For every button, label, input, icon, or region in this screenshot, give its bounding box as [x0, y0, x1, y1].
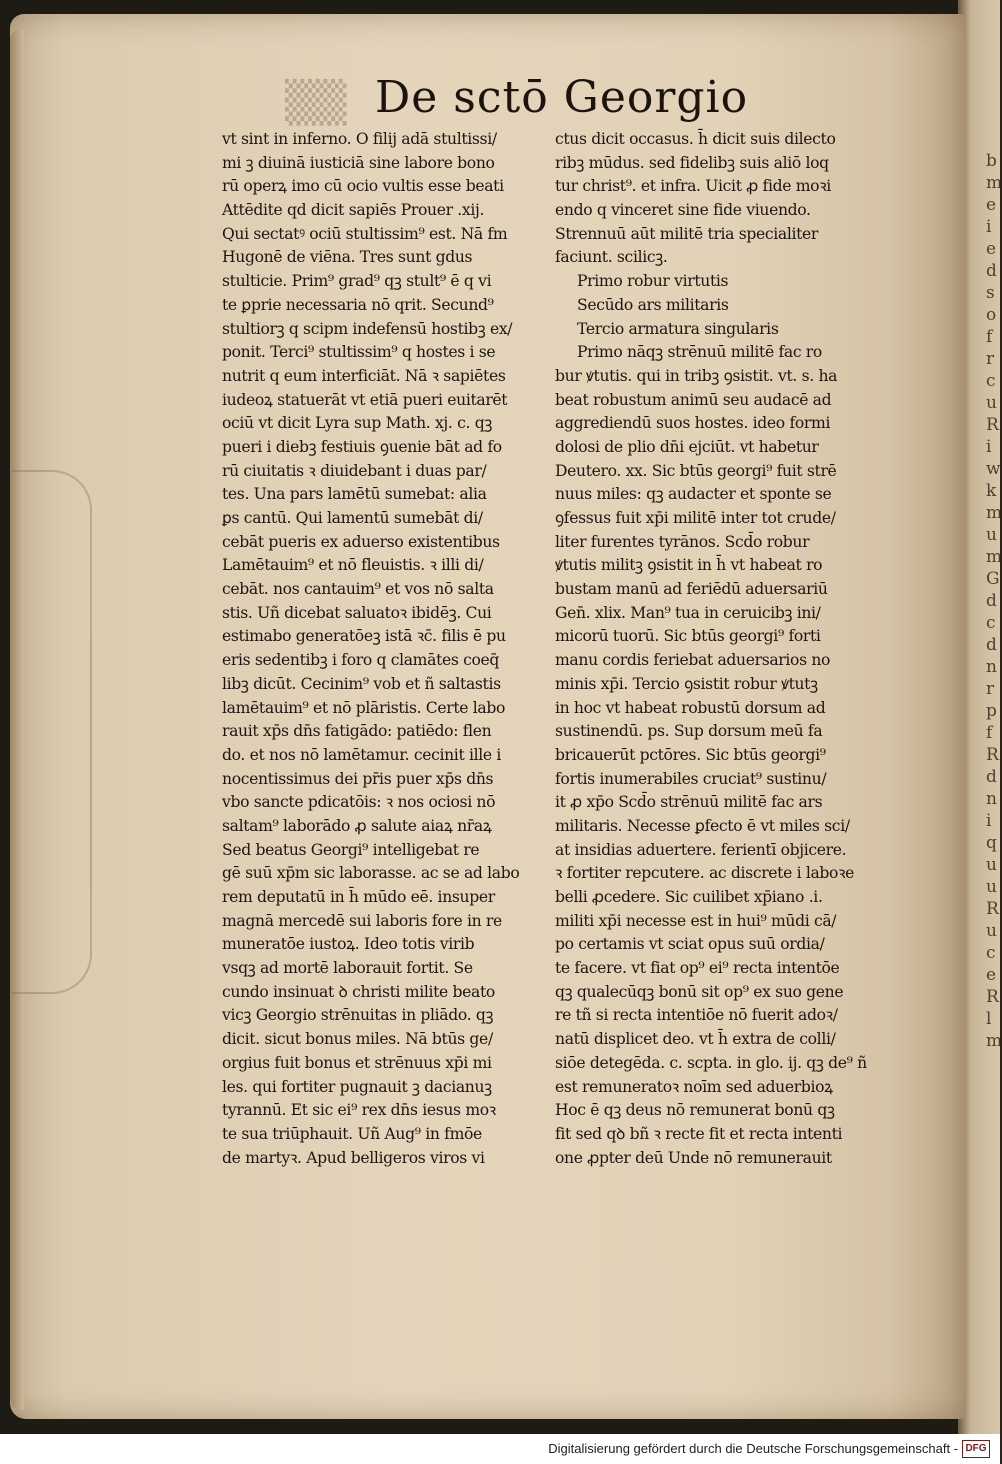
text-line: dicit. sicut bonus miles. Nā btūs ge/ — [222, 1030, 493, 1049]
text-line: faciunt. scilicꝫ. — [555, 248, 668, 267]
text-line: Attēdite qd dicit sapiēs Prouer .xij. — [222, 201, 485, 220]
text-line: ribꝫ mūdus. sed fidelibꝫ suis aliō loq — [555, 153, 829, 172]
text-line: Hoc ē qꝫ deus nō remunerat bonū qꝫ — [555, 1101, 835, 1120]
text-line: re tñ si recta intentiōe nō fuerit adoꝛ/ — [555, 1006, 838, 1025]
text-line: aggrediendū suos hostes. ideo formi — [555, 414, 831, 433]
text-line: tes. Una pars lamētū sumebat: alia — [222, 485, 487, 504]
text-line: tyrannū. Et sic ei⁹ rex dn̄s iesus moꝛ — [222, 1101, 496, 1120]
text-line: rauit xp̄s dn̄s fatigādo: patiēdo: flen — [222, 722, 492, 741]
text-line: ponit. Terci⁹ stultissim⁹ q hostes i se — [222, 343, 496, 362]
page-header: De sctō Georgio — [375, 72, 749, 123]
text-line: siōe detegēda. c. scpta. in glo. ij. qꝫ de⁹ ñ — [555, 1053, 867, 1072]
text-line: fortis inumerabiles cruciat⁹ sustinu/ — [555, 769, 827, 788]
text-line: endo q vinceret sine fide viuendo. — [555, 201, 811, 220]
text-line: te sua triūphauit. Uñ Aug⁹ in fmōe — [222, 1124, 482, 1143]
text-line: bustam manū ad feriēdū aduersariū — [555, 580, 828, 599]
text-line: eris sedentibꝫ i foro q clamātes coeq̄ — [222, 651, 500, 670]
text-line: belli ꝓcedere. Sic cuilibet xp̄iano .i. — [555, 888, 823, 906]
text-line: natū displicet deo. vt h̄ extra de colli/ — [555, 1030, 836, 1049]
text-line: Primo robur virtutis — [577, 272, 729, 291]
text-line: vsqꝫ ad mortē laborauit fortit. Se — [222, 959, 473, 978]
text-line: vt sint in inferno. O filij adā stultissi/ — [222, 130, 497, 148]
text-line: bricauerūt pctōres. Sic btūs georgi⁹ — [555, 745, 826, 764]
text-line: muneratōe iustoꝝ. Ideo totis virib — [222, 935, 475, 954]
text-line: Lamētauim⁹ et nō fleuistis. ꝛ illi di/ — [222, 556, 484, 575]
text-line: iudeoꝝ statuerāt vt etiā pueri euitarēt — [222, 390, 508, 409]
text-line: ociū vt dicit Lyra sup Math. xj. c. qꝫ — [222, 414, 492, 433]
text-line: Sed beatus Georgi⁹ intelligebat re — [222, 840, 480, 859]
text-line: nocentissimus dei pr̄is puer xp̄s dn̄s — [222, 769, 494, 788]
text-line: qꝫ qualecūqꝫ bonū sit op⁹ ex suo gene — [555, 982, 844, 1001]
text-line: Tercio armatura singularis — [577, 319, 779, 338]
text-line: est remuneratoꝛ noīm sed aduerbioꝝ — [555, 1077, 833, 1096]
text-line: lamētauim⁹ et nō plāristis. Certe labo — [222, 698, 506, 717]
text-line: rem deputatū in h̄ mūdo eē. insuper — [222, 888, 495, 906]
text-line: magnā mercedē sui laboris fore in re — [222, 911, 502, 930]
text-line: de martyꝛ. Apud belligeros viros vi — [222, 1148, 485, 1167]
text-line: Gen̄. xlix. Man⁹ tua in ceruicibꝫ ini/ — [555, 603, 821, 622]
text-line: Strennuū aūt militē tria specialiter — [555, 224, 819, 243]
text-line: stis. Uñ dicebat saluatoꝛ ibidēꝫ. Cui — [222, 603, 492, 622]
text-line: liter furentes tyrānos. Scd̄o robur — [555, 532, 810, 551]
text-line: manu cordis feriebat aduersarios no — [555, 651, 831, 670]
text-line: ꝯfessus fuit xp̄i militē inter tot crude/ — [555, 509, 836, 527]
text-line: at insidias aduertere. ferientī objicere. — [555, 840, 847, 859]
text-line: cebāt pueris ex aduerso existentibus — [222, 532, 500, 551]
text-line: po certamis vt sciat opus suū ordia/ — [555, 935, 825, 954]
text-line: te ꝑprie necessaria nō qrit. Secund⁹ — [222, 295, 494, 314]
text-line: cundo insinuat ꝺ christi milite beato — [222, 982, 495, 1001]
text-line: cebāt. nos cantauim⁹ et vos nō salta — [222, 580, 494, 599]
text-line: orgius fuit bonus et strēnuus xp̄i mi — [222, 1053, 492, 1072]
text-line: in hoc vt habeat robustū dorsum ad — [555, 698, 826, 717]
text-line: rū operꝝ imo cū ocio vultis esse beati — [222, 177, 504, 196]
text-line: it ꝓ xp̄o Scd̄o strēnuū militē fac ars — [555, 793, 823, 812]
text-line: rū ciuitatis ꝛ diuidebant i duas par/ — [222, 461, 487, 480]
text-line: vicꝫ Georgio strēnuitas in pliādo. qꝫ — [222, 1006, 494, 1025]
text-line: stultiorꝫ q scipm indefensū hostibꝫ ex/ — [222, 319, 513, 338]
bookmark-shadow — [12, 470, 92, 994]
text-line: dolosi de plio dn̄i ejciūt. vt habetur — [555, 437, 819, 456]
text-line: les. qui fortiter pugnauit ꝫ dacianuꝫ — [222, 1077, 492, 1096]
text-line: stulticie. Prim⁹ grad⁹ qꝫ stult⁹ ē q vi — [222, 272, 492, 291]
text-line: ꝑs cantū. Qui lamentū sumebāt di/ — [222, 509, 483, 527]
dfg-logo: DFG — [962, 1440, 990, 1458]
text-line: Primo nāqꝫ strēnuū militē fac ro — [577, 343, 822, 362]
text-line: Qui sectatꝰ ociū stultissim⁹ est. Nā fm — [222, 224, 508, 243]
text-line: vbo sancte pdicatōis: ꝛ nos ociosi nō — [222, 793, 496, 812]
next-page-text-fragment: bmeiedsofrcuRiwkmumGdcdnrpfRdniquuRuceRlm — [986, 151, 1002, 1051]
footer-credit: Digitalisierung gefördert durch die Deutsche Forschungsgemeinschaft - — [548, 1441, 958, 1456]
text-line: ctus dicit occasus. h̄ dicit suis dilecto — [555, 130, 836, 148]
text-line: Deutero. xx. Sic btūs georgi⁹ fuit strē — [555, 461, 837, 480]
text-line: fit sed qꝺ bñ ꝛ recte fit et recta intenti — [555, 1124, 843, 1143]
text-line: micorū tuorū. Sic btūs georgi⁹ forti — [555, 627, 821, 646]
text-line: estimabo generatōeꝫ istā ꝛc̄. filis ē pu — [222, 627, 506, 646]
text-line: beat robustum animū seu audacē ad — [555, 390, 832, 409]
text-line: nutrit q eum interficiāt. Nā ꝛ sapiētes — [222, 366, 506, 385]
text-line: do. et nos nō lamētamur. cecinit ille i — [222, 745, 502, 764]
text-line: Hugonē de viēna. Tres sunt gdus — [222, 248, 473, 267]
text-line: sustinendū. ps. Sup dorsum meū fa — [555, 722, 823, 741]
text-line: saltam⁹ laborādo ꝓ salute aiaꝝ nr̄aꝝ — [222, 816, 492, 835]
text-line: Secūdo ars militaris — [577, 295, 729, 314]
text-line: libꝫ dicūt. Cecinim⁹ vob et ñ saltastis — [222, 674, 501, 693]
text-line: minis xp̄i. Tercio ꝯsistit robur ꝟtutꝫ — [555, 674, 818, 693]
left-text-column — [222, 128, 550, 1170]
text-line: gē suū xp̄m sic laborasse. ac se ad labo — [222, 864, 520, 883]
text-line: pueri i diebꝫ festiuis ꝯuenie bāt ad fo — [222, 437, 502, 456]
text-line: militi xp̄i necesse est in hui⁹ mūdi cā/ — [555, 911, 837, 930]
text-line: ꝛ fortiter repcutere. ac discrete i laboꝛe — [555, 864, 854, 883]
right-text-column — [555, 128, 885, 1170]
text-line: mi ꝫ diuinā iusticiā sine labore bono — [222, 153, 495, 172]
text-line: one ꝓpter deū Unde nō remunerauit — [555, 1148, 832, 1167]
text-line: ꝟtutis militꝫ ꝯsistit in h̄ vt habeat ro — [555, 556, 823, 575]
text-line: tur christ⁹. et infra. Uicit ꝓ fide moꝛi — [555, 177, 831, 196]
show-through-ink: ▒▒ — [285, 80, 347, 126]
text-line: te facere. vt fiat op⁹ ei⁹ recta intentōe — [555, 959, 840, 978]
text-line: nuus miles: qꝫ audacter et sponte se — [555, 485, 832, 504]
text-line: militaris. Necesse ꝑfecto ē vt miles sci/ — [555, 816, 850, 835]
text-line: bur ꝟtutis. qui in tribꝫ ꝯsistit. vt. s. ha — [555, 366, 838, 385]
